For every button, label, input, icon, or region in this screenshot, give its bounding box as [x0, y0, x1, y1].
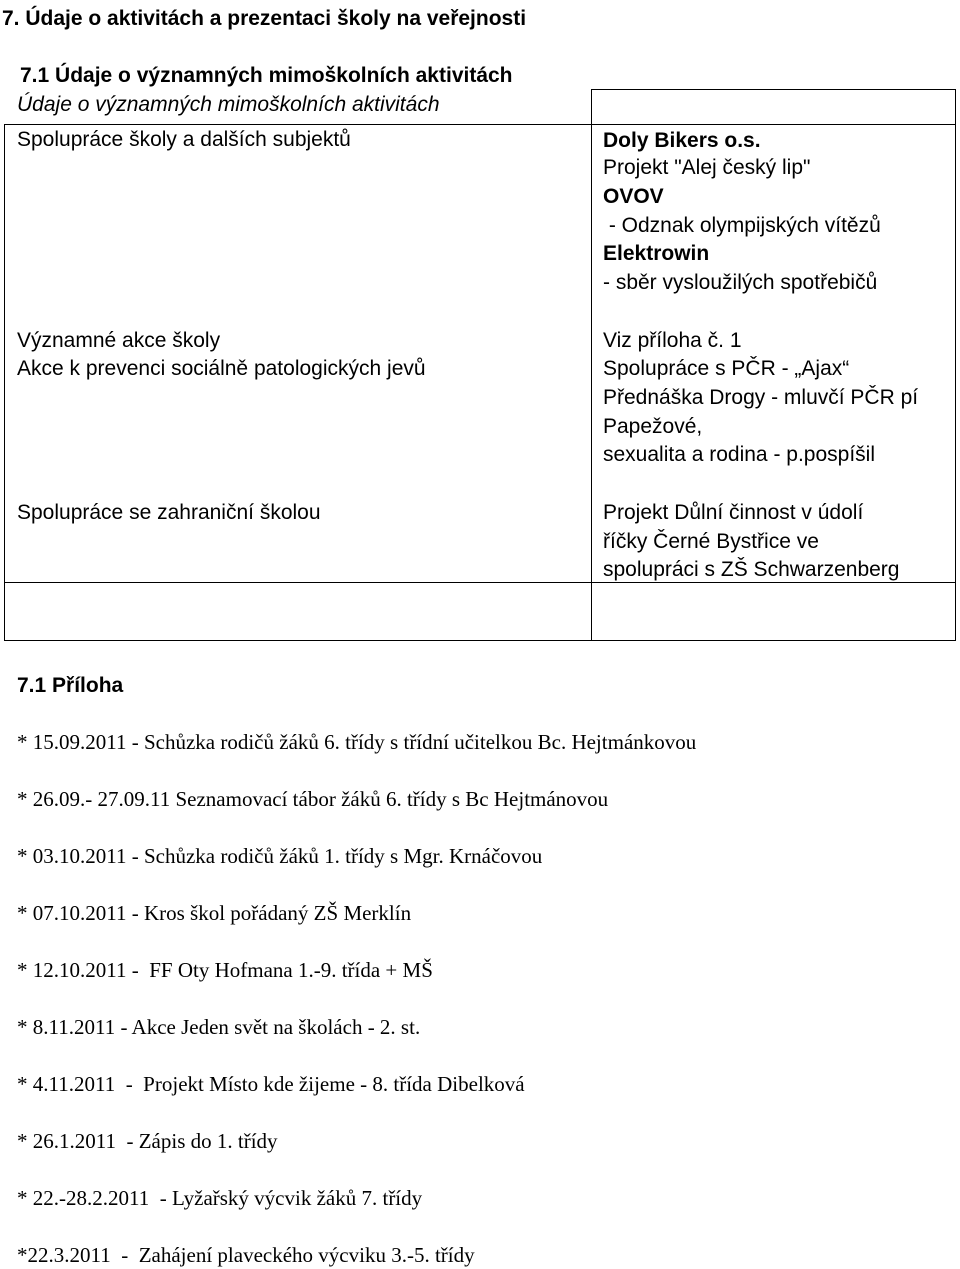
list-item: * 26.09.- 27.09.11 Seznamovací tábor žáků 6. třídy s Bc Hejtmánovou	[17, 787, 609, 811]
elektrowin-detail: - sběr vysloužilých spotřebičů	[603, 271, 878, 294]
table-border-top	[4, 124, 956, 125]
prevention-line: Spolupráce s PČR - „Ajax“	[603, 357, 850, 380]
row-label-cooperation: Spolupráce školy a dalších subjektů	[17, 128, 351, 151]
table-column-divider	[591, 89, 592, 641]
section-heading: 7. Údaje o aktivitách a prezentaci školy na veřejnosti	[2, 7, 527, 30]
foreign-line: Projekt Důlní činnost v údolí	[603, 501, 864, 524]
prevention-line: sexualita a rodina - p.pospíšil	[603, 443, 875, 466]
row-label-prevention: Akce k prevenci sociálně patologických jevů	[17, 357, 426, 380]
appendix-heading: 7.1 Příloha	[17, 674, 124, 697]
list-item: * 07.10.2011 - Kros škol pořádaný ZŠ Merklín	[17, 901, 412, 925]
list-item: * 26.1.2011 - Zápis do 1. třídy	[17, 1129, 278, 1153]
list-item: *22.3.2011 - Zahájení plaveckého výcviku 3.-5. třídy	[17, 1243, 475, 1267]
prevention-line: Papežové,	[603, 415, 703, 438]
row-value-events: Viz příloha č. 1	[603, 329, 742, 352]
list-item: * 4.11.2011 - Projekt Místo kde žijeme - 8. třída Dibelková	[17, 1072, 525, 1096]
table-border-left	[4, 124, 5, 641]
list-item: * 22.-28.2.2011 - Lyžařský výcvik žáků 7. třídy	[17, 1186, 423, 1210]
list-item: * 8.11.2011 - Akce Jeden svět na školách - 2. st.	[17, 1015, 421, 1039]
list-item: * 15.09.2011 - Schůzka rodičů žáků 6. třídy s třídní učitelkou Bc. Hejtmánkovou	[17, 730, 697, 754]
prevention-line: Přednáška Drogy - mluvčí PČR pí	[603, 386, 919, 409]
table-caption: Údaje o významných mimoškolních aktivitách	[17, 93, 440, 116]
table-border-right	[955, 89, 956, 641]
partner-doly-bikers: Doly Bikers o.s.	[603, 129, 761, 152]
table-border-bottom	[4, 640, 956, 641]
subsection-heading: 7.1 Údaje o významných mimoškolních aktivitách	[20, 64, 513, 87]
project-alej: Projekt "Alej český lip"	[603, 156, 811, 179]
partner-elektrowin: Elektrowin	[603, 242, 710, 265]
ovov-detail: - Odznak olympijských vítězů	[603, 214, 881, 237]
foreign-line: spolupráci s ZŠ Schwarzenberg	[603, 558, 900, 581]
foreign-line: říčky Černé Bystřice ve	[603, 530, 819, 553]
table-row-divider	[4, 582, 956, 583]
partner-ovov: OVOV	[603, 185, 664, 208]
row-label-events: Významné akce školy	[17, 329, 221, 352]
list-item: * 12.10.2011 - FF Oty Hofmana 1.-9. třída + MŠ	[17, 958, 433, 982]
list-item: * 03.10.2011 - Schůzka rodičů žáků 1. třídy s Mgr. Krnáčovou	[17, 844, 543, 868]
row-label-foreign: Spolupráce se zahraniční školou	[17, 501, 321, 524]
table-caption-border	[592, 89, 956, 90]
